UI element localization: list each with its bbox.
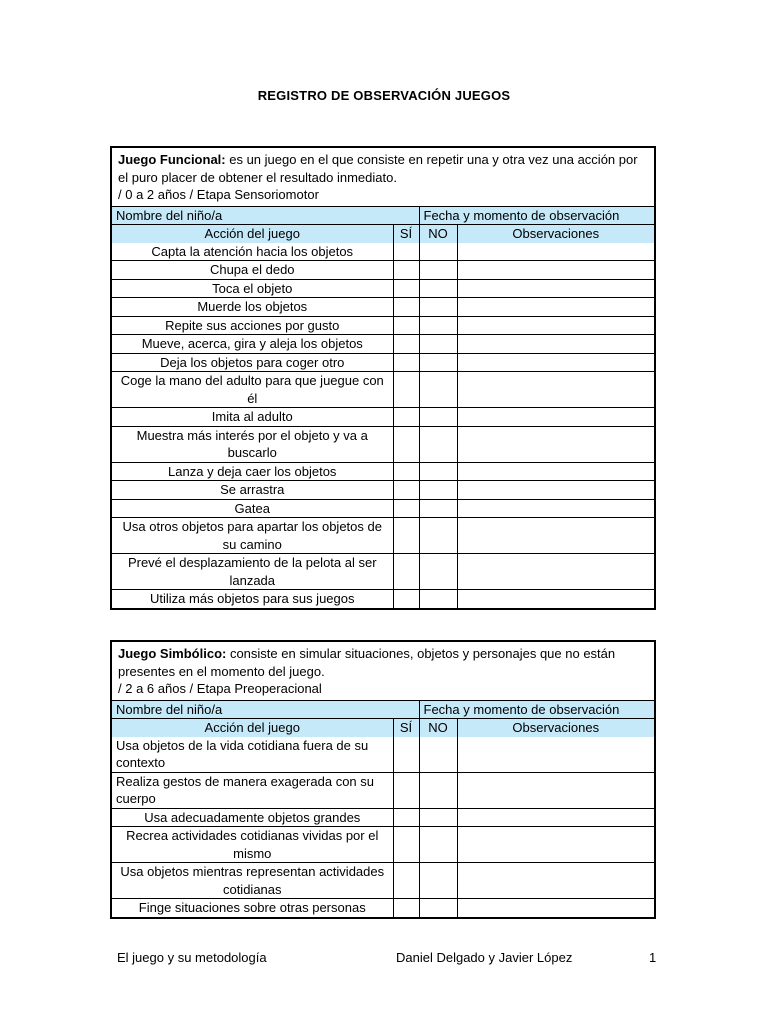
- table-row: [112, 499, 654, 518]
- section-description: es un juego en el que consiste en repetir una y otra vez una acción por el puro placer de obtener el resultado inmediato.: [118, 152, 638, 185]
- no-cell[interactable]: [419, 316, 457, 335]
- no-cell[interactable]: [419, 481, 457, 500]
- yes-cell[interactable]: [393, 335, 419, 354]
- table-row: [112, 481, 654, 500]
- no-cell[interactable]: [419, 499, 457, 518]
- table-row: [112, 298, 654, 317]
- observations-cell[interactable]: [457, 243, 654, 261]
- action-cell: Coge la mano del adulto para que juegue con él: [112, 372, 393, 408]
- yes-cell[interactable]: [393, 462, 419, 481]
- table-row: [112, 899, 654, 917]
- yes-cell[interactable]: [393, 772, 419, 808]
- action-cell: Capta la atención hacia los objetos: [112, 243, 393, 261]
- yes-cell[interactable]: [393, 372, 419, 408]
- yes-cell[interactable]: [393, 279, 419, 298]
- col-header-action: Acción del juego: [112, 719, 393, 737]
- action-cell: Chupa el dedo: [112, 261, 393, 280]
- section-intro: [112, 642, 654, 701]
- action-cell: Muerde los objetos: [112, 298, 393, 317]
- child-name-label: Nombre del niño/a: [112, 701, 419, 719]
- action-cell: Recrea actividades cotidianas vividas por el mismo: [112, 827, 393, 863]
- observations-cell[interactable]: [457, 518, 654, 554]
- col-header-observations: Observaciones: [457, 719, 654, 737]
- yes-cell[interactable]: [393, 863, 419, 899]
- action-cell: Se arrastra: [112, 481, 393, 500]
- action-cell: Realiza gestos de manera exagerada con su cuerpo: [112, 772, 393, 808]
- yes-cell[interactable]: [393, 899, 419, 917]
- name-date-row: [112, 207, 654, 225]
- yes-cell[interactable]: [393, 408, 419, 427]
- section-heading: Juego Simbólico:: [118, 646, 227, 661]
- yes-cell[interactable]: [393, 481, 419, 500]
- action-cell: Repite sus acciones por gusto: [112, 316, 393, 335]
- no-cell[interactable]: [419, 737, 457, 773]
- action-cell: Deja los objetos para coger otro: [112, 353, 393, 372]
- child-name-label: Nombre del niño/a: [112, 207, 419, 225]
- col-header-yes: SÍ: [393, 719, 419, 737]
- table-row: [112, 554, 654, 590]
- table-row: [112, 261, 654, 280]
- observations-cell[interactable]: [457, 316, 654, 335]
- yes-cell[interactable]: [393, 737, 419, 773]
- no-cell[interactable]: [419, 518, 457, 554]
- observations-cell[interactable]: [457, 481, 654, 500]
- observations-cell[interactable]: [457, 863, 654, 899]
- col-header-no: NO: [419, 719, 457, 737]
- no-cell[interactable]: [419, 353, 457, 372]
- yes-cell[interactable]: [393, 316, 419, 335]
- table-body: [112, 243, 654, 608]
- observation-table: [112, 701, 654, 917]
- table-row: [112, 827, 654, 863]
- no-cell[interactable]: [419, 808, 457, 827]
- observations-cell[interactable]: [457, 808, 654, 827]
- yes-cell[interactable]: [393, 426, 419, 462]
- action-cell: Imita al adulto: [112, 408, 393, 427]
- observation-sheet-simbolico: [110, 640, 656, 919]
- observation-table: [112, 207, 654, 608]
- action-cell: Toca el objeto: [112, 279, 393, 298]
- table-row: [112, 372, 654, 408]
- table-row: [112, 518, 654, 554]
- table-row: [112, 243, 654, 261]
- section-heading: Juego Funcional:: [118, 152, 226, 167]
- yes-cell[interactable]: [393, 590, 419, 608]
- yes-cell[interactable]: [393, 518, 419, 554]
- no-cell[interactable]: [419, 462, 457, 481]
- no-cell[interactable]: [419, 899, 457, 917]
- yes-cell[interactable]: [393, 261, 419, 280]
- no-cell[interactable]: [419, 827, 457, 863]
- footer-course: El juego y su metodología: [117, 950, 267, 965]
- table-row: [112, 335, 654, 354]
- name-date-row: [112, 701, 654, 719]
- action-cell: Usa objetos de la vida cotidiana fuera de su contexto: [112, 737, 393, 773]
- observations-cell[interactable]: [457, 353, 654, 372]
- observations-cell[interactable]: [457, 827, 654, 863]
- observations-cell[interactable]: [457, 462, 654, 481]
- action-cell: Muestra más interés por el objeto y va a buscarlo: [112, 426, 393, 462]
- observations-cell[interactable]: [457, 737, 654, 773]
- footer-authors: Daniel Delgado y Javier López: [396, 950, 573, 965]
- no-cell[interactable]: [419, 372, 457, 408]
- document-title: REGISTRO DE OBSERVACIÓN JUEGOS: [257, 88, 511, 103]
- column-header-row: [112, 719, 654, 737]
- no-cell[interactable]: [419, 863, 457, 899]
- observations-cell[interactable]: [457, 499, 654, 518]
- table-row: [112, 408, 654, 427]
- table-row: [112, 808, 654, 827]
- col-header-no: NO: [419, 225, 457, 243]
- action-cell: Gatea: [112, 499, 393, 518]
- observation-date-label: Fecha y momento de observación: [419, 207, 654, 225]
- yes-cell[interactable]: [393, 808, 419, 827]
- action-cell: Finge situaciones sobre otras personas: [112, 899, 393, 917]
- section-stage: / 0 a 2 años / Etapa Sensoriomotor: [118, 187, 319, 202]
- no-cell[interactable]: [419, 298, 457, 317]
- no-cell[interactable]: [419, 279, 457, 298]
- col-header-action: Acción del juego: [112, 225, 393, 243]
- section-description: consiste en simular situaciones, objetos y personajes que no están presentes en el momento del juego.: [118, 646, 616, 679]
- footer-page-number: 1: [649, 950, 657, 965]
- table-row: [112, 737, 654, 773]
- observation-sheet-funcional: [110, 146, 656, 610]
- no-cell[interactable]: [419, 554, 457, 590]
- action-cell: Usa objetos mientras representan actividades cotidianas: [112, 863, 393, 899]
- table-row: [112, 590, 654, 608]
- observations-cell[interactable]: [457, 372, 654, 408]
- yes-cell[interactable]: [393, 243, 419, 261]
- yes-cell[interactable]: [393, 353, 419, 372]
- yes-cell[interactable]: [393, 554, 419, 590]
- observations-cell[interactable]: [457, 279, 654, 298]
- yes-cell[interactable]: [393, 827, 419, 863]
- yes-cell[interactable]: [393, 499, 419, 518]
- action-cell: Utiliza más objetos para sus juegos: [112, 590, 393, 608]
- action-cell: Mueve, acerca, gira y aleja los objetos: [112, 335, 393, 354]
- observations-cell[interactable]: [457, 899, 654, 917]
- no-cell[interactable]: [419, 261, 457, 280]
- yes-cell[interactable]: [393, 298, 419, 317]
- observations-cell[interactable]: [457, 408, 654, 427]
- observations-cell[interactable]: [457, 261, 654, 280]
- no-cell[interactable]: [419, 590, 457, 608]
- observations-cell[interactable]: [457, 426, 654, 462]
- action-cell: Usa otros objetos para apartar los objetos de su camino: [112, 518, 393, 554]
- observations-cell[interactable]: [457, 772, 654, 808]
- table-row: [112, 316, 654, 335]
- no-cell[interactable]: [419, 243, 457, 261]
- table-row: [112, 462, 654, 481]
- section-stage: / 2 a 6 años / Etapa Preoperacional: [118, 681, 322, 696]
- no-cell[interactable]: [419, 408, 457, 427]
- action-cell: Usa adecuadamente objetos grandes: [112, 808, 393, 827]
- observations-cell[interactable]: [457, 335, 654, 354]
- col-header-yes: SÍ: [393, 225, 419, 243]
- observations-cell[interactable]: [457, 590, 654, 608]
- table-body: [112, 737, 654, 917]
- section-intro: [112, 148, 654, 207]
- table-row: [112, 426, 654, 462]
- col-header-observations: Observaciones: [457, 225, 654, 243]
- table-row: [112, 863, 654, 899]
- observations-cell[interactable]: [457, 298, 654, 317]
- column-header-row: [112, 225, 654, 243]
- no-cell[interactable]: [419, 335, 457, 354]
- no-cell[interactable]: [419, 772, 457, 808]
- table-row: [112, 353, 654, 372]
- action-cell: Lanza y deja caer los objetos: [112, 462, 393, 481]
- observation-date-label: Fecha y momento de observación: [419, 701, 654, 719]
- no-cell[interactable]: [419, 426, 457, 462]
- table-row: [112, 279, 654, 298]
- action-cell: Prevé el desplazamiento de la pelota al ser lanzada: [112, 554, 393, 590]
- table-row: [112, 772, 654, 808]
- observations-cell[interactable]: [457, 554, 654, 590]
